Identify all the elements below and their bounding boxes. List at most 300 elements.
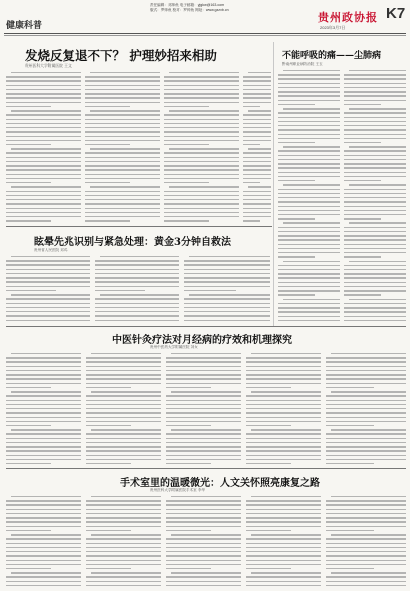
- text-line: [326, 408, 406, 409]
- article-title-or-care: 手术室里的温暖微光：人文关怀照亮康复之路: [120, 478, 320, 489]
- text-line: [184, 290, 236, 291]
- text-line: [6, 412, 81, 413]
- text-line: [344, 269, 406, 270]
- text-line: [6, 290, 56, 291]
- article-body-fever-col2: [85, 72, 160, 222]
- text-line: [6, 395, 81, 396]
- text-line: [278, 269, 340, 270]
- text-line: [166, 500, 241, 501]
- text-line: [278, 83, 340, 84]
- text-line: [164, 152, 239, 153]
- article-body-vertigo-col3: [184, 256, 270, 324]
- text-line: [85, 85, 160, 86]
- text-line: [278, 239, 340, 240]
- text-line: [6, 199, 81, 200]
- text-line: [86, 564, 161, 565]
- text-line: [164, 208, 239, 209]
- text-line: [278, 180, 315, 181]
- text-line: [166, 421, 241, 422]
- text-line: [243, 97, 271, 98]
- text-line: [171, 534, 241, 535]
- text-line: [6, 361, 81, 362]
- text-line: [344, 214, 406, 215]
- text-line: [349, 299, 406, 300]
- text-line: [86, 459, 161, 460]
- text-line: [184, 286, 270, 287]
- text-line: [6, 157, 81, 158]
- text-line: [164, 89, 239, 90]
- text-line: [6, 76, 81, 77]
- text-line: [86, 568, 131, 569]
- text-line: [6, 538, 81, 539]
- text-line: [344, 159, 406, 160]
- text-line: [95, 307, 179, 308]
- text-line: [326, 450, 406, 451]
- text-line: [6, 581, 81, 582]
- text-line: [326, 463, 374, 464]
- text-line: [326, 374, 406, 375]
- text-line: [95, 264, 179, 265]
- text-line: [166, 404, 241, 405]
- section-divider: [6, 468, 406, 469]
- text-line: [6, 357, 81, 358]
- text-line: [85, 89, 160, 90]
- text-line: [164, 212, 239, 213]
- text-line: [278, 155, 340, 156]
- text-line: [11, 148, 81, 149]
- text-line: [246, 357, 321, 358]
- text-line: [283, 108, 340, 109]
- text-line: [6, 269, 90, 270]
- text-line: [331, 429, 406, 430]
- text-line: [344, 239, 406, 240]
- text-line: [344, 189, 406, 190]
- text-line: [326, 560, 406, 561]
- text-line: [326, 421, 406, 422]
- text-line: [246, 387, 291, 388]
- text-line: [164, 123, 239, 124]
- text-line: [6, 140, 81, 141]
- text-line: [344, 290, 406, 291]
- article-byline-vertigo: 贵州省人民医院 邓鸡: [34, 248, 68, 252]
- text-line: [86, 500, 161, 501]
- text-line: [326, 509, 406, 510]
- text-line: [6, 442, 81, 443]
- text-line: [85, 157, 160, 158]
- text-line: [331, 534, 406, 535]
- text-line: [344, 244, 406, 245]
- text-line: [344, 256, 381, 257]
- text-line: [246, 425, 291, 426]
- text-line: [86, 576, 161, 577]
- section-divider: [6, 226, 272, 227]
- article-byline-or-care: 贵州医科大学附属医院手术室 李华: [150, 488, 206, 492]
- text-line: [243, 182, 260, 183]
- text-line: [85, 97, 160, 98]
- text-line: [243, 140, 271, 141]
- header-rule: [4, 33, 406, 34]
- text-line: [184, 281, 270, 282]
- text-line: [243, 123, 271, 124]
- text-line: [86, 543, 161, 544]
- text-line: [100, 256, 179, 257]
- text-line: [278, 117, 340, 118]
- text-line: [243, 216, 271, 217]
- text-line: [85, 208, 160, 209]
- text-line: [169, 110, 239, 111]
- text-line: [166, 438, 241, 439]
- newspaper-masthead: 贵州政协报: [318, 11, 378, 24]
- text-line: [85, 174, 160, 175]
- text-line: [243, 199, 271, 200]
- text-line: [246, 500, 321, 501]
- text-line: [243, 136, 271, 137]
- text-line: [246, 446, 321, 447]
- article-body-or-care-col2: [86, 496, 161, 588]
- text-line: [278, 121, 340, 122]
- text-line: [246, 509, 321, 510]
- text-line: [326, 395, 406, 396]
- text-line: [6, 530, 51, 531]
- text-line: [344, 138, 406, 139]
- column-rule: [273, 42, 274, 327]
- text-line: [166, 417, 241, 418]
- text-line: [243, 203, 271, 204]
- text-line: [246, 366, 321, 367]
- text-line: [326, 564, 406, 565]
- text-line: [166, 446, 241, 447]
- text-line: [86, 560, 161, 561]
- text-line: [243, 161, 271, 162]
- text-line: [326, 387, 374, 388]
- text-line: [11, 110, 81, 111]
- text-line: [243, 220, 260, 221]
- text-line: [6, 203, 81, 204]
- article-byline-pneumoconiosis: 黔南州职业病防治院 王玉: [282, 62, 323, 66]
- text-line: [278, 125, 340, 126]
- text-line: [166, 504, 241, 505]
- text-line: [95, 281, 179, 282]
- text-line: [278, 189, 340, 190]
- text-line: [6, 383, 81, 384]
- article-byline-fever: 贵州医科大学附属医院 王文: [25, 63, 72, 68]
- text-line: [6, 408, 81, 409]
- header-rule-thin: [4, 35, 406, 36]
- text-line: [164, 195, 239, 196]
- article-body-vertigo-col2: [95, 256, 179, 324]
- page-number: K7: [386, 5, 406, 22]
- text-line: [166, 408, 241, 409]
- text-line: [278, 150, 340, 151]
- text-line: [243, 102, 271, 103]
- text-line: [166, 521, 241, 522]
- text-line: [246, 395, 321, 396]
- text-line: [86, 374, 161, 375]
- text-line: [166, 412, 241, 413]
- text-line: [86, 450, 161, 451]
- text-line: [344, 235, 406, 236]
- text-line: [86, 530, 131, 531]
- text-line: [100, 294, 179, 295]
- text-line: [6, 450, 81, 451]
- text-line: [278, 104, 315, 105]
- text-line: [246, 378, 321, 379]
- text-line: [85, 131, 160, 132]
- text-line: [246, 585, 321, 586]
- text-line: [6, 165, 81, 166]
- text-line: [166, 463, 211, 464]
- article-body-fever-col1: [6, 72, 81, 222]
- article-title-pneumoconiosis: 不能呼吸的痛——尘肺病: [282, 51, 382, 61]
- text-line: [91, 572, 161, 573]
- text-line: [326, 581, 406, 582]
- text-line: [6, 80, 81, 81]
- text-line: [95, 277, 179, 278]
- text-line: [246, 564, 321, 565]
- text-line: [278, 307, 340, 308]
- text-line: [326, 438, 406, 439]
- text-line: [6, 85, 81, 86]
- text-line: [344, 316, 406, 317]
- text-line: [6, 555, 81, 556]
- text-line: [344, 121, 406, 122]
- text-line: [166, 555, 241, 556]
- text-line: [344, 307, 406, 308]
- text-line: [6, 504, 81, 505]
- text-line: [283, 299, 340, 300]
- text-line: [166, 526, 241, 527]
- text-line: [326, 361, 406, 362]
- text-line: [189, 294, 270, 295]
- text-line: [326, 543, 406, 544]
- text-line: [86, 378, 161, 379]
- text-line: [164, 76, 239, 77]
- text-line: [6, 298, 90, 299]
- text-line: [166, 455, 241, 456]
- text-line: [95, 320, 179, 321]
- text-line: [86, 412, 161, 413]
- editor-info: [150, 3, 318, 13]
- text-line: [164, 93, 239, 94]
- text-line: [86, 425, 131, 426]
- text-line: [6, 311, 90, 312]
- text-line: [246, 526, 321, 527]
- text-line: [278, 235, 340, 236]
- text-line: [344, 227, 406, 228]
- text-line: [6, 260, 90, 261]
- text-line: [164, 97, 239, 98]
- text-line: [164, 191, 239, 192]
- text-line: [6, 500, 81, 501]
- text-line: [164, 106, 209, 107]
- text-line: [95, 273, 179, 274]
- text-line: [243, 89, 271, 90]
- text-line: [166, 450, 241, 451]
- text-line: [166, 442, 241, 443]
- text-line: [349, 108, 406, 109]
- text-line: [278, 172, 340, 173]
- text-line: [85, 216, 160, 217]
- text-line: [86, 509, 161, 510]
- text-line: [166, 547, 241, 548]
- text-line: [6, 273, 90, 274]
- text-line: [246, 400, 321, 401]
- text-line: [91, 391, 161, 392]
- text-line: [278, 320, 340, 321]
- text-line: [344, 231, 406, 232]
- text-line: [6, 212, 81, 213]
- text-line: [166, 357, 241, 358]
- text-line: [243, 80, 271, 81]
- text-line: [6, 93, 81, 94]
- text-line: [184, 269, 270, 270]
- text-line: [344, 74, 406, 75]
- text-line: [344, 206, 406, 207]
- text-line: [86, 395, 161, 396]
- text-line: [6, 378, 81, 379]
- text-line: [11, 72, 81, 73]
- text-line: [6, 303, 90, 304]
- text-line: [6, 127, 81, 128]
- text-line: [6, 89, 81, 90]
- text-line: [246, 450, 321, 451]
- text-line: [326, 530, 374, 531]
- text-line: [95, 311, 179, 312]
- text-line: [6, 463, 51, 464]
- article-body-fever-col4: [243, 72, 271, 222]
- text-line: [169, 72, 239, 73]
- article-body-fever-col3: [164, 72, 239, 222]
- text-line: [184, 264, 270, 265]
- text-line: [246, 361, 321, 362]
- text-line: [278, 87, 340, 88]
- text-line: [166, 564, 241, 565]
- text-line: [171, 572, 241, 573]
- text-line: [164, 203, 239, 204]
- text-line: [248, 148, 271, 149]
- text-line: [251, 496, 321, 497]
- text-line: [95, 298, 179, 299]
- text-line: [278, 91, 340, 92]
- text-line: [6, 119, 81, 120]
- text-line: [6, 387, 51, 388]
- text-line: [6, 182, 51, 183]
- text-line: [91, 534, 161, 535]
- text-line: [6, 307, 90, 308]
- text-line: [243, 174, 271, 175]
- text-line: [85, 119, 160, 120]
- text-line: [246, 417, 321, 418]
- article-body-acupuncture-col1: [6, 353, 81, 465]
- text-line: [326, 504, 406, 505]
- text-line: [344, 210, 406, 211]
- text-line: [164, 178, 239, 179]
- text-line: [86, 400, 161, 401]
- text-line: [164, 140, 239, 141]
- text-line: [344, 83, 406, 84]
- text-line: [344, 277, 406, 278]
- text-line: [246, 513, 321, 514]
- text-line: [278, 316, 340, 317]
- text-line: [95, 290, 145, 291]
- text-line: [278, 210, 340, 211]
- text-line: [86, 538, 161, 539]
- text-line: [243, 212, 271, 213]
- text-line: [278, 303, 340, 304]
- text-line: [246, 459, 321, 460]
- text-line: [248, 72, 271, 73]
- text-line: [85, 136, 160, 137]
- text-line: [349, 146, 406, 147]
- text-line: [85, 102, 160, 103]
- section-divider: [6, 326, 406, 327]
- text-line: [164, 80, 239, 81]
- text-line: [11, 256, 90, 257]
- text-line: [326, 433, 406, 434]
- text-line: [278, 206, 340, 207]
- section-title: 健康科普: [6, 20, 43, 30]
- text-line: [246, 538, 321, 539]
- text-line: [344, 248, 406, 249]
- text-line: [11, 391, 81, 392]
- text-line: [164, 136, 239, 137]
- text-line: [326, 404, 406, 405]
- text-line: [246, 408, 321, 409]
- text-line: [344, 180, 381, 181]
- text-line: [246, 383, 321, 384]
- text-line: [6, 191, 81, 192]
- text-line: [90, 186, 160, 187]
- text-line: [6, 136, 81, 137]
- text-line: [166, 585, 241, 586]
- text-line: [6, 509, 81, 510]
- text-line: [326, 400, 406, 401]
- text-line: [6, 281, 90, 282]
- text-line: [278, 214, 340, 215]
- text-line: [349, 222, 406, 223]
- text-line: [278, 248, 340, 249]
- text-line: [85, 169, 160, 170]
- text-line: [278, 231, 340, 232]
- text-line: [344, 201, 406, 202]
- text-line: [86, 581, 161, 582]
- text-line: [349, 184, 406, 185]
- text-line: [166, 366, 241, 367]
- text-line: [344, 197, 406, 198]
- text-line: [6, 195, 81, 196]
- text-line: [11, 572, 81, 573]
- text-line: [344, 193, 406, 194]
- text-line: [278, 252, 340, 253]
- text-line: [6, 220, 51, 221]
- text-line: [278, 290, 340, 291]
- text-line: [344, 167, 406, 168]
- text-line: [91, 429, 161, 430]
- text-line: [6, 97, 81, 98]
- text-line: [6, 208, 81, 209]
- text-line: [90, 148, 160, 149]
- text-line: [344, 163, 406, 164]
- text-line: [166, 581, 241, 582]
- text-line: [243, 157, 271, 158]
- article-title-vertigo: 眩晕先兆识别与紧急处理：黄金3分钟自救法: [34, 237, 231, 248]
- text-line: [6, 446, 81, 447]
- text-line: [166, 513, 241, 514]
- text-line: [326, 425, 374, 426]
- text-line: [278, 311, 340, 312]
- text-line: [344, 176, 406, 177]
- text-line: [243, 114, 271, 115]
